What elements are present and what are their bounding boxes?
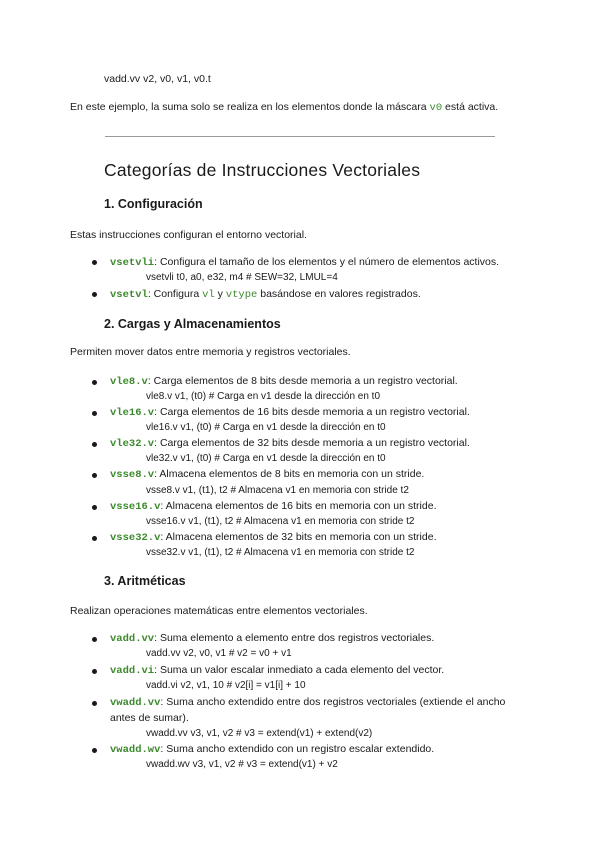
- list-item-vsetvli: [110, 255, 499, 270]
- instr-code: vle8.v: [110, 376, 148, 388]
- list-item-vadd-vi: [110, 663, 444, 678]
- list-item-vle16: [110, 405, 470, 420]
- intro-note: [70, 100, 498, 115]
- instr-example: vle32.v v1, (t0) # Carga en v1 desde la dirección en t0: [146, 453, 386, 464]
- desc-aritmeticas: Realizan operaciones matemáticas entre elementos vectoriales.: [70, 605, 368, 617]
- instr-code: vsetvli: [110, 257, 155, 269]
- instr-text: : Suma elemento a elemento entre dos registros vectoriales.: [154, 632, 435, 644]
- heading-configuracion: 1. Configuración: [104, 197, 203, 211]
- instr-text: : Suma ancho extendido con un registro escalar extendido.: [160, 743, 435, 755]
- instr-example: vwadd.vv v3, v1, v2 # v3 = extend(v1) + extend(v2): [146, 728, 373, 739]
- instr-code: vadd.vv: [110, 633, 155, 645]
- instr-code: vwadd.wv: [110, 744, 161, 756]
- section-title: Categorías de Instrucciones Vectoriales: [104, 160, 421, 180]
- instr-code-vl: vl: [202, 289, 215, 301]
- heading-cargas: 2. Cargas y Almacenamientos: [104, 317, 281, 331]
- list-item-vsse32: [110, 530, 437, 545]
- bullet-icon: [92, 473, 97, 478]
- list-item-vle8: [110, 374, 458, 389]
- instr-text: : Almacena elementos de 16 bits en memoria con un stride.: [160, 500, 437, 512]
- bullet-icon: [92, 292, 97, 297]
- list-item-vsetvl: [110, 287, 421, 302]
- instr-example: vsetvli t0, a0, e32, m4 # SEW=32, LMUL=4: [146, 272, 338, 283]
- instr-text: : Configura el tamaño de los elementos y el número de elementos activos.: [154, 256, 500, 268]
- instr-example: vsse16.v v1, (t1), t2 # Almacena v1 en memoria con stride t2: [146, 516, 415, 527]
- desc-cargas: Permiten mover datos entre memoria y registros vectoriales.: [70, 346, 351, 358]
- heading-aritmeticas: 3. Aritméticas: [104, 574, 186, 588]
- instr-code: vsse32.v: [110, 532, 161, 544]
- instr-code: vsetvl: [110, 289, 148, 301]
- instr-code: vsse8.v: [110, 469, 155, 481]
- list-item-vwadd-wv: [110, 742, 434, 757]
- list-item-vwadd-vv: [110, 695, 505, 710]
- instr-code: vle16.v: [110, 407, 155, 419]
- bullet-icon: [92, 442, 97, 447]
- intro-code-line: vadd.vv v2, v0, v1, v0.t: [104, 73, 211, 85]
- bullet-icon: [92, 637, 97, 642]
- bullet-icon: [92, 505, 97, 510]
- instr-example: vwadd.wv v3, v1, v2 # v3 = extend(v1) + v2: [146, 759, 338, 770]
- instr-text: basándose en valores registrados.: [257, 288, 421, 300]
- instr-text: : Configura: [147, 288, 203, 300]
- bullet-icon: [92, 701, 97, 706]
- bullet-icon: [92, 669, 97, 674]
- instr-text: y: [214, 288, 226, 300]
- intro-note-post: está activa.: [442, 101, 499, 113]
- list-item-vle32: [110, 436, 470, 451]
- instr-example: vle8.v v1, (t0) # Carga en v1 desde la dirección en t0: [146, 391, 381, 402]
- instr-code: vadd.vi: [110, 665, 155, 677]
- bullet-icon: [92, 411, 97, 416]
- instr-code: vwadd.vv: [110, 697, 161, 709]
- intro-note-code: v0: [429, 102, 443, 114]
- instr-code-vtype: vtype: [225, 289, 258, 301]
- instr-code: vle32.v: [110, 438, 155, 450]
- intro-note-pre: En este ejemplo, la suma solo se realiza en los elementos donde la máscara: [70, 101, 430, 113]
- instr-text: : Almacena elementos de 8 bits en memoria con un stride.: [154, 468, 425, 480]
- instr-example: vle16.v v1, (t0) # Carga en v1 desde la dirección en t0: [146, 422, 386, 433]
- list-item-vadd-vv: [110, 631, 434, 646]
- instr-example: vsse8.v v1, (t1), t2 # Almacena v1 en memoria con stride t2: [146, 485, 409, 496]
- instr-text: : Almacena elementos de 32 bits en memoria con un stride.: [160, 531, 437, 543]
- bullet-icon: [92, 536, 97, 541]
- instr-text: : Carga elementos de 8 bits desde memoria a un registro vectorial.: [147, 375, 458, 387]
- bullet-icon: [92, 380, 97, 385]
- bullet-icon: [92, 748, 97, 753]
- instr-example: vadd.vv v2, v0, v1 # v2 = v0 + v1: [146, 648, 292, 659]
- instr-text: : Carga elementos de 16 bits desde memoria a un registro vectorial.: [154, 406, 470, 418]
- instr-text: : Carga elementos de 32 bits desde memoria a un registro vectorial.: [154, 437, 470, 449]
- instr-code: vsse16.v: [110, 501, 161, 513]
- instr-example: vadd.vi v2, v1, 10 # v2[i] = v1[i] + 10: [146, 680, 306, 691]
- instr-text: : Suma ancho extendido entre dos registros vectoriales (extiende el ancho: [160, 696, 506, 708]
- list-item-vsse16: [110, 499, 437, 514]
- bullet-icon: [92, 260, 97, 265]
- instr-text-continued: antes de sumar).: [110, 712, 189, 724]
- instr-text: : Suma un valor escalar inmediato a cada elemento del vector.: [154, 664, 445, 676]
- list-item-vsse8: [110, 467, 424, 482]
- instr-example: vsse32.v v1, (t1), t2 # Almacena v1 en memoria con stride t2: [146, 547, 415, 558]
- horizontal-rule: [105, 136, 495, 137]
- desc-configuracion: Estas instrucciones configuran el entorno vectorial.: [70, 229, 307, 241]
